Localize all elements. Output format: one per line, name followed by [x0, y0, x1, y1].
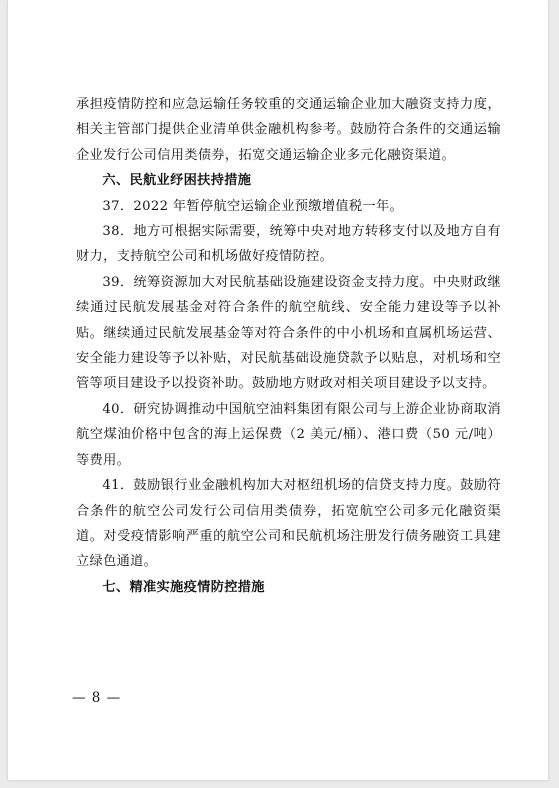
document-page [8, 0, 548, 780]
paragraph-item-37: 37．2022 年暂停航空运输企业预缴增值税一年。 [102, 198, 404, 214]
paragraph-continuation: 承担疫情防控和应急运输任务较重的交通运输企业加大融资支持力度，相关主管部门提供企业清单供金融机构参考。鼓励符合条件的交通运输企业发行公司信用类债券，拓宽交通运输企业多元化融资渠道。 [76, 97, 501, 163]
paragraph-item-40: 40．研究协调推动中国航空油料集团有限公司与上游企业协商取消航空煤油价格中包含的海上运保费（2 美元/桶）、港口费（50 元/吨）等费用。 [76, 401, 501, 468]
paragraph-item-41: 41．鼓励银行业金融机构加大对枢纽机场的信贷支持力度。鼓励符合条件的航空公司发行公司信用类债券，拓宽航空公司多元化融资渠道。对受疫情影响严重的航空公司和民航机场注册发行债务融资工具建立绿色通道。 [76, 478, 501, 570]
section-heading-seven: 七、精准实施疫情防控措施 [102, 579, 265, 595]
paragraph-item-38: 38．地方可根据实际需要，统筹中央对地方转移支付以及地方自有财力，支持航空公司和机场做好疫情防控。 [76, 224, 501, 265]
section-heading-six: 六、民航业纾困扶持措施 [102, 173, 252, 189]
paragraph-item-39: 39．统筹资源加大对民航基础设施建设资金支持力度。中央财政继续通过民航发展基金对符合条件的航空航线、安全能力建设等予以补贴。继续通过民航发展基金等对符合条件的中小机场和直属机场运营、安全能力建设等予以补贴，对民航基础设施贷款予以贴息，对机场和空管等项目建设予以投资补助。鼓励地方财政对相关项目建设予以支持。 [76, 274, 501, 392]
page-number: — 8 — [72, 690, 122, 706]
document-body [76, 92, 501, 600]
